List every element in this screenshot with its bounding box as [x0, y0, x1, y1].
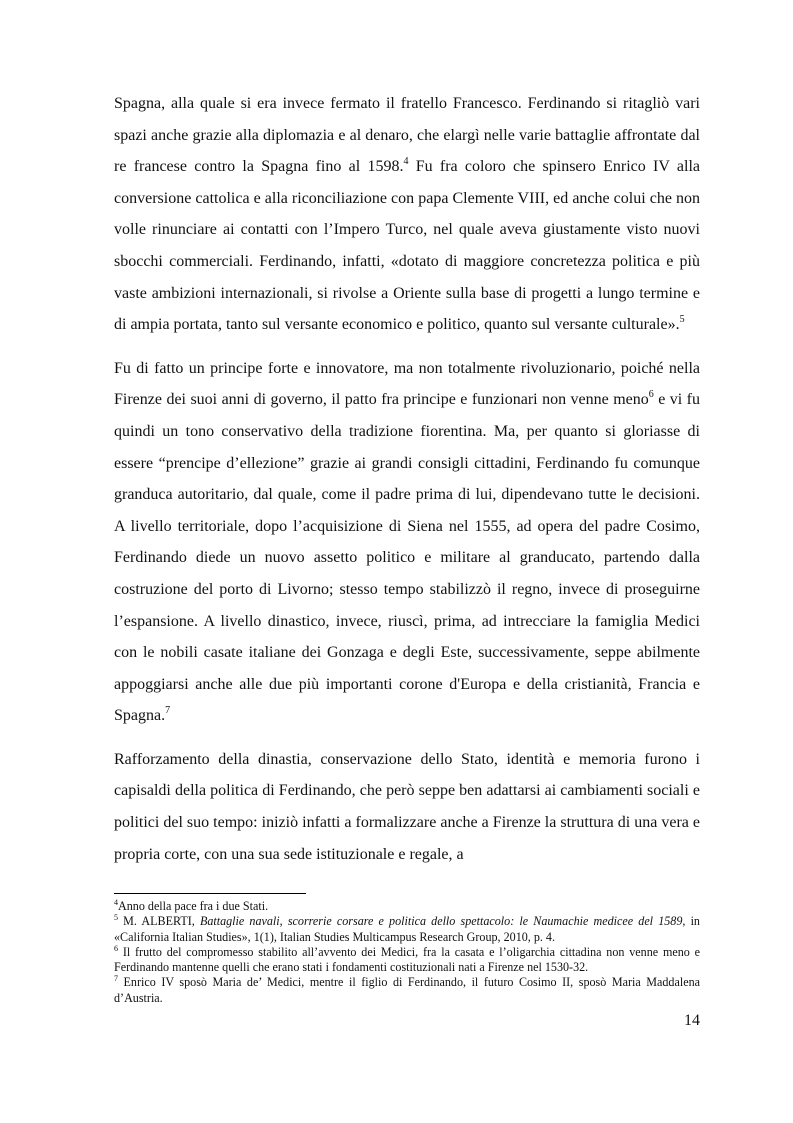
paragraph-2 — [114, 353, 700, 732]
footnote-text: Il frutto del compromesso stabilito all’avvento dei Medici, fra la casata e l’oligarchia cittadina non venne meno e Ferdinando mantenne quelli che erano stati i fondamenti costituzionali nati a Firenze nel 1530-32. — [114, 944, 700, 975]
footnote-4 — [114, 899, 700, 914]
footnote-title: Battaglie navali, scorrerie corsare e politica dello spettacolo: le Naumachie medicee del 1589 — [199, 914, 683, 929]
footnote-number: 4 — [114, 898, 118, 907]
footnote-ref-5[interactable]: 5 — [679, 314, 685, 326]
body-text — [114, 88, 700, 882]
footnote-source: , in «California Italian Studies», 1(1), Italian Studies Multicampus Research Group, 2010, p. 4. — [114, 914, 700, 944]
footnote-author: M. ALBERTI, — [123, 914, 200, 929]
paragraph-1 — [114, 88, 700, 341]
footnote-7 — [114, 975, 700, 1006]
footnote-ref-4[interactable]: 4 — [403, 156, 409, 168]
paragraph-text: Fu fra coloro che spinsero Enrico IV alla conversione cattolica e alla riconciliazione con papa Clemente VIII, ed anche colui che non volle rinunciare ai contatti con l’Impero Turco, nel quale aveva giustamente visto nuovi sbocchi commerciali. Ferdinando, infatti, «dotato di maggiore concretezza politica e più vaste ambizioni internazionali, si rivolse a Oriente sulla base di progetti a lungo termine e di ampia portata, tanto sul versante economico e politico, quanto sul versante culturale». — [114, 158, 701, 334]
footnote-ref-6[interactable]: 6 — [648, 389, 654, 401]
footnotes — [114, 899, 700, 1006]
paragraph-text: Fu di fatto un principe forte e innovatore, ma non totalmente rivoluzionario, poiché nella Firenze dei suoi anni di governo, il patto fra principe e funzionari non venne meno — [114, 359, 700, 409]
paragraph-3: Rafforzamento della dinastia, conservazione dello Stato, identità e memoria furono i capisaldi della politica di Ferdinando, che però seppe ben adattarsi ai cambiamenti sociali e politici del suo tempo: iniziò infatti a formalizzare anche a Firenze la struttura di una vera e propria corte, con una sua sede istituzionale e regale, a — [114, 750, 700, 863]
footnote-6 — [114, 945, 700, 976]
page-number: 14 — [684, 1012, 700, 1029]
paragraph-text: Spagna, alla quale si era invece fermato il fratello Francesco. Ferdinando si ritagliò vari spazi anche grazie alla diplomazia e al denaro, che elargì nelle varie battaglie affrontate dal re francese contro la Spagna fino al 1598. — [114, 95, 700, 176]
footnote-5 — [114, 914, 700, 945]
footnote-text: Enrico IV sposò Maria de’ Medici, mentre il figlio di Ferdinando, il futuro Cosimo II, sposò Maria Maddalena d’Austria. — [114, 975, 700, 1005]
footnote-ref-7[interactable]: 7 — [165, 705, 171, 717]
footnote-number: 7 — [114, 974, 118, 984]
paragraph-text: e vi fu quindi un tono conservativo della tradizione fiorentina. Ma, per quanto si gloriasse di essere “prencipe d’ellezione” grazie ai grandi consigli cittadini, Ferdinando fu comunque granduca autoritario, dal quale, come il padre prima di lui, dipendevano tutte le decisioni. A livello territoriale, dopo l’acquisizione di Siena nel 1555, ad opera del padre Cosimo, Ferdinando diede un nuovo assetto politico e militare al granducato, partendo dalla costruzione del porto di Livorno; stesso tempo stabilizzò il regno, invece di proseguirne l’espansione. A livello dinastico, invece, riuscì, prima, ad intrecciare la famiglia Medici con le nobili casate italiane dei Gonzaga e degli Este, successivamente, seppe abilmente appoggiarsi anche alle due più importanti corone d'Europa e della cristianità, Francia e Spagna. — [114, 391, 701, 725]
footnote-number: 5 — [114, 913, 118, 923]
footnote-text: Anno della pace fra i due Stati. — [118, 899, 269, 913]
footnote-separator — [114, 893, 306, 894]
footnote-number: 6 — [114, 943, 118, 953]
